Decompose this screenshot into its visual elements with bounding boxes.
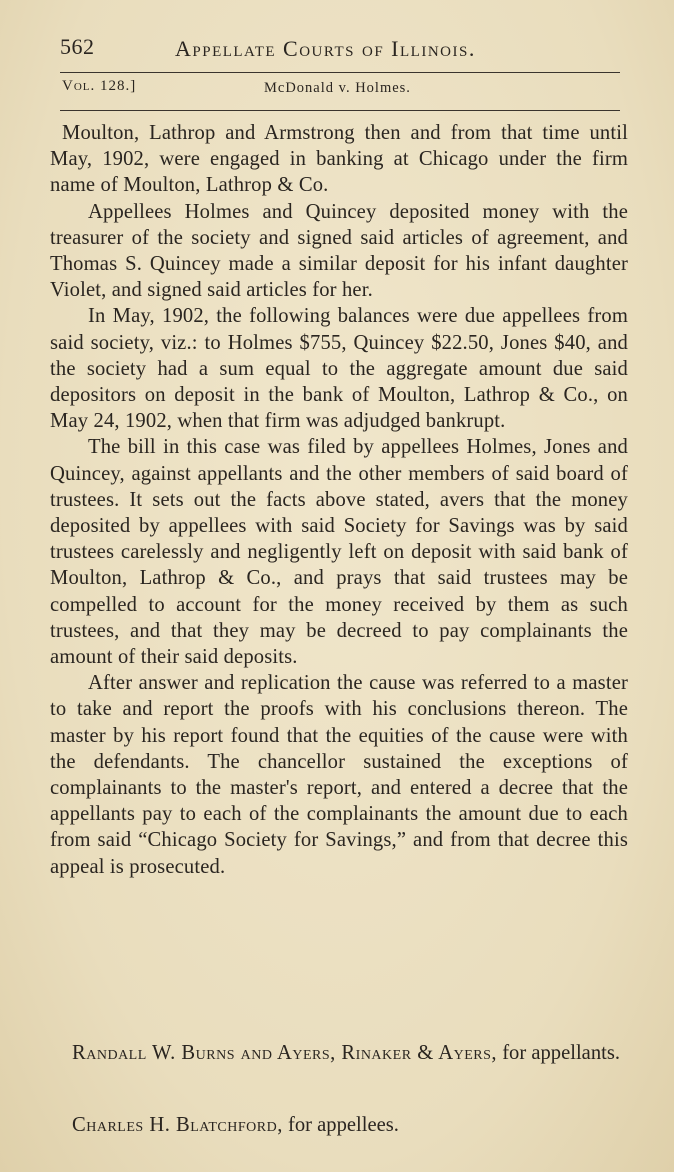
counsel-for-appellees (72, 1112, 650, 1138)
appellees-counsel-name: Charles H. Blatchford, (72, 1114, 283, 1136)
appellants-counsel-names: Randall W. Burns and Ayers, Rinaker & Ayers, (72, 1042, 498, 1064)
appellants-counsel-role: for appellants. (502, 1042, 621, 1064)
running-title: Appellate Courts of Illinois. (175, 36, 476, 61)
paragraph: In May, 1902, the following balances were due appellees from said society, viz.: to Holmes $755, Quincey $22.50, Jones $40, and the society had a sum equal to the aggregate amount due said depositors on deposit in the bank of Moulton, Lathrop & Co., on May 24, 1902, when that firm was adjudged bankrupt. (50, 305, 628, 433)
page-number: 562 (60, 34, 95, 59)
case-subheader (62, 78, 622, 102)
appellees-counsel-role: for appellees. (288, 1114, 399, 1136)
volume-reference: Vol. 128.] (62, 78, 137, 94)
paragraph: The bill in this case was filed by appellees Holmes, Jones and Quincey, against appellants and the other members of said board of trustees. It sets out the facts above stated, avers that the money deposited by appellees with said Society for Savings was by said trustees carelessly and negligently left on deposit with said bank of Moulton, Lathrop & Co., and prays that said trustees may be compelled to account for the money received by them as such trustees, and that they may be decreed to pay complainants the amount of their said deposits. (50, 436, 628, 669)
header-rule-bottom (60, 110, 620, 111)
body-text (50, 120, 628, 880)
paragraph: Moulton, Lathrop and Armstrong then and from that time until May, 1902, were engaged in banking at Chicago under the firm name of Moulton, Lathrop & Co. (50, 122, 628, 197)
page-header (60, 34, 620, 70)
paragraph: Appellees Holmes and Quincey deposited money with the treasurer of the society and signed said articles of agreement, and Thomas S. Quincey made a similar deposit for his infant daughter Violet, and signed said articles for her. (50, 200, 628, 302)
case-name: McDonald v. Holmes. (264, 80, 411, 96)
header-rule-top (60, 72, 620, 73)
paragraph: After answer and replication the cause was referred to a master to take and report the proofs with his conclusions thereon. The master by his report found that the equities of the cause were with the defendants. The chancellor sustained the exceptions of complainants to the master's report, and entered a decree that the appellants pay to each of the complainants the amount due to each from said “Chicago Society for Savings,” and from that decree this appeal is prosecuted. (50, 672, 628, 878)
counsel-for-appellants (50, 1040, 628, 1066)
